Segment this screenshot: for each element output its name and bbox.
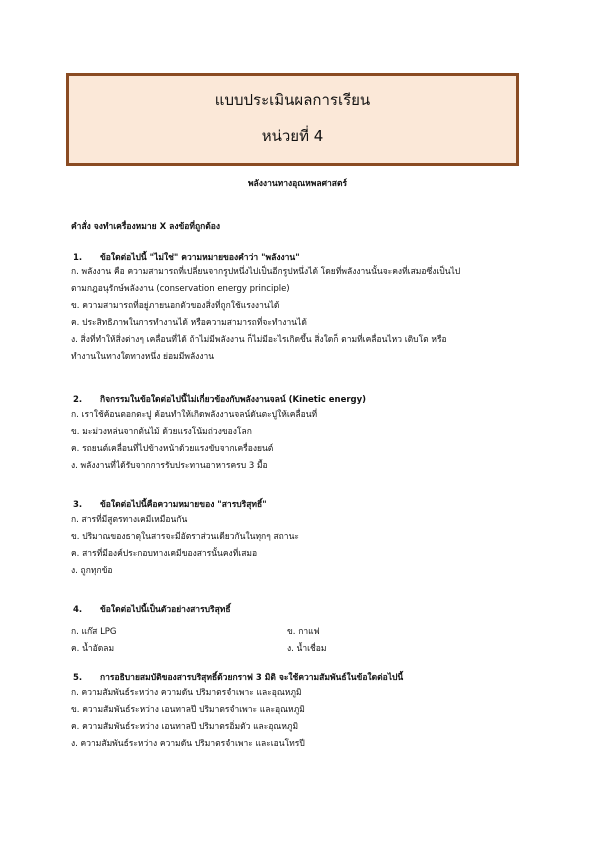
question-3-option-c: ค. สารที่มีองค์ประกอบทางเคมีของสารนั้นคงที่เสมอ xyxy=(71,549,258,559)
question-text: กิจกรรมในข้อใดต่อไปนี้ไม่เกี่ยวข้องกับพลังงานจลน์ (Kinetic energy) xyxy=(100,395,367,405)
question-5-option-d: ง. ความสัมพันธ์ระหว่าง ความดัน ปริมาตรจำเพาะ และเอนโทรปี xyxy=(71,739,305,749)
question-4-heading xyxy=(73,602,231,616)
question-5-option-a: ก. ความสัมพันธ์ระหว่าง ความดัน ปริมาตรจำเพาะ และอุณหภูมิ xyxy=(71,688,302,698)
question-3-option-a: ก. สารที่มีสูตรทางเคมีเหมือนกัน xyxy=(71,515,188,525)
question-text: ข้อใดต่อไปนี้คือความหมายของ "สารบริสุทธิ์" xyxy=(100,500,267,510)
question-4-option-a: ก. แก๊ส LPG xyxy=(71,627,117,637)
question-1-option-d: ง. สิ่งที่ทำให้สิ่งต่างๆ เคลื่อนที่ได้ ถ้าไม่มีพลังงาน ก็ไม่มีอะไรเกิดขึ้น สิ่งใดก็ ตามที่เคลื่อนไหว เติบโต หรือ xyxy=(71,335,447,345)
question-text: การอธิบายสมบัติของสารบริสุทธิ์ด้วยกราฟ 3 มิติ จะใช้ความสัมพันธ์ในข้อใดต่อไปนี้ xyxy=(100,673,404,683)
question-2-heading xyxy=(73,392,366,406)
subject-title: พลังงานทางอุณหพลศาสตร์ xyxy=(247,179,348,189)
question-number: 5. xyxy=(73,673,83,683)
question-3-heading xyxy=(73,497,267,511)
question-4-option-d: ง. น้ำเชื่อม xyxy=(287,644,327,654)
question-number: 4. xyxy=(73,605,83,615)
question-text: ข้อใดต่อไปนี้ "ไม่ใช่" ความหมายของคำว่า "พลังงาน" xyxy=(100,253,300,263)
unit-title: หน่วยที่ 4 xyxy=(261,127,324,145)
question-3-option-d: ง. ถูกทุกข้อ xyxy=(71,566,113,576)
question-5-option-b: ข. ความสัมพันธ์ระหว่าง เอนทาลปี ปริมาตรจำเพาะ และอุณหภูมิ xyxy=(71,705,305,715)
question-2-option-d: ง. พลังงานที่ได้รับจากการรับประทานอาหารครบ 3 มื้อ xyxy=(71,461,268,471)
question-1-option-b: ข. ความสามารถที่อยู่ภายนอกตัวของสิ่งที่ถูกใช้แรงงานได้ xyxy=(71,301,280,311)
question-1-option-c: ค. ประสิทธิภาพในการทำงานได้ หรือความสามารถที่จะทำงานได้ xyxy=(71,318,307,328)
question-3-option-b: ข. ปริมาณของธาตุในสารจะมีอัตราส่วนเดียวกันในทุกๆ สถานะ xyxy=(71,532,299,542)
question-text: ข้อใดต่อไปนี้เป็นตัวอย่างสารบริสุทธิ์ xyxy=(100,605,231,615)
question-4-option-b: ข. กาแฟ xyxy=(287,627,320,637)
document-title: แบบประเมินผลการเรียน xyxy=(214,91,371,109)
question-1-heading xyxy=(73,250,300,264)
header-box xyxy=(66,73,519,166)
question-1-option-a-cont: ตามกฎอนุรักษ์พลังงาน (conservation energy principle) xyxy=(71,284,290,294)
question-4-option-c: ค. น้ำอัดลม xyxy=(71,644,115,654)
question-2-option-c: ค. รถยนต์เคลื่อนที่ไปข้างหน้าด้วยแรงขับจากเครื่องยนต์ xyxy=(71,444,274,454)
question-2-option-b: ข. มะม่วงหล่นจากต้นไม้ ด้วยแรงโน้มถ่วงของโลก xyxy=(71,427,252,437)
question-number: 3. xyxy=(73,500,83,510)
question-1-option-a: ก. พลังงาน คือ ความสามารถที่เปลี่ยนจากรูปหนึ่งไปเป็นอีกรูปหนึ่งได้ โดยที่พลังงานนั้นจะคงที่เสมอซึ่งเป็นไป xyxy=(71,267,461,277)
question-5-option-c: ค. ความสัมพันธ์ระหว่าง เอนทาลปี ปริมาตรอิ่มตัว และอุณหภูมิ xyxy=(71,722,299,732)
question-1-option-d-cont: ทำงานในทางใดทางหนึ่ง ย่อมมีพลังงาน xyxy=(71,352,215,362)
instruction: คำสั่ง จงทำเครื่องหมาย X ลงข้อที่ถูกต้อง xyxy=(71,222,221,232)
question-5-heading xyxy=(73,670,403,684)
question-number: 1. xyxy=(73,253,83,263)
question-2-option-a: ก. เราใช้ค้อนตอกตะปู ค้อนทำให้เกิดพลังงานจลน์ดันตะปูให้เคลื่อนที่ xyxy=(71,410,318,420)
question-number: 2. xyxy=(73,395,83,405)
